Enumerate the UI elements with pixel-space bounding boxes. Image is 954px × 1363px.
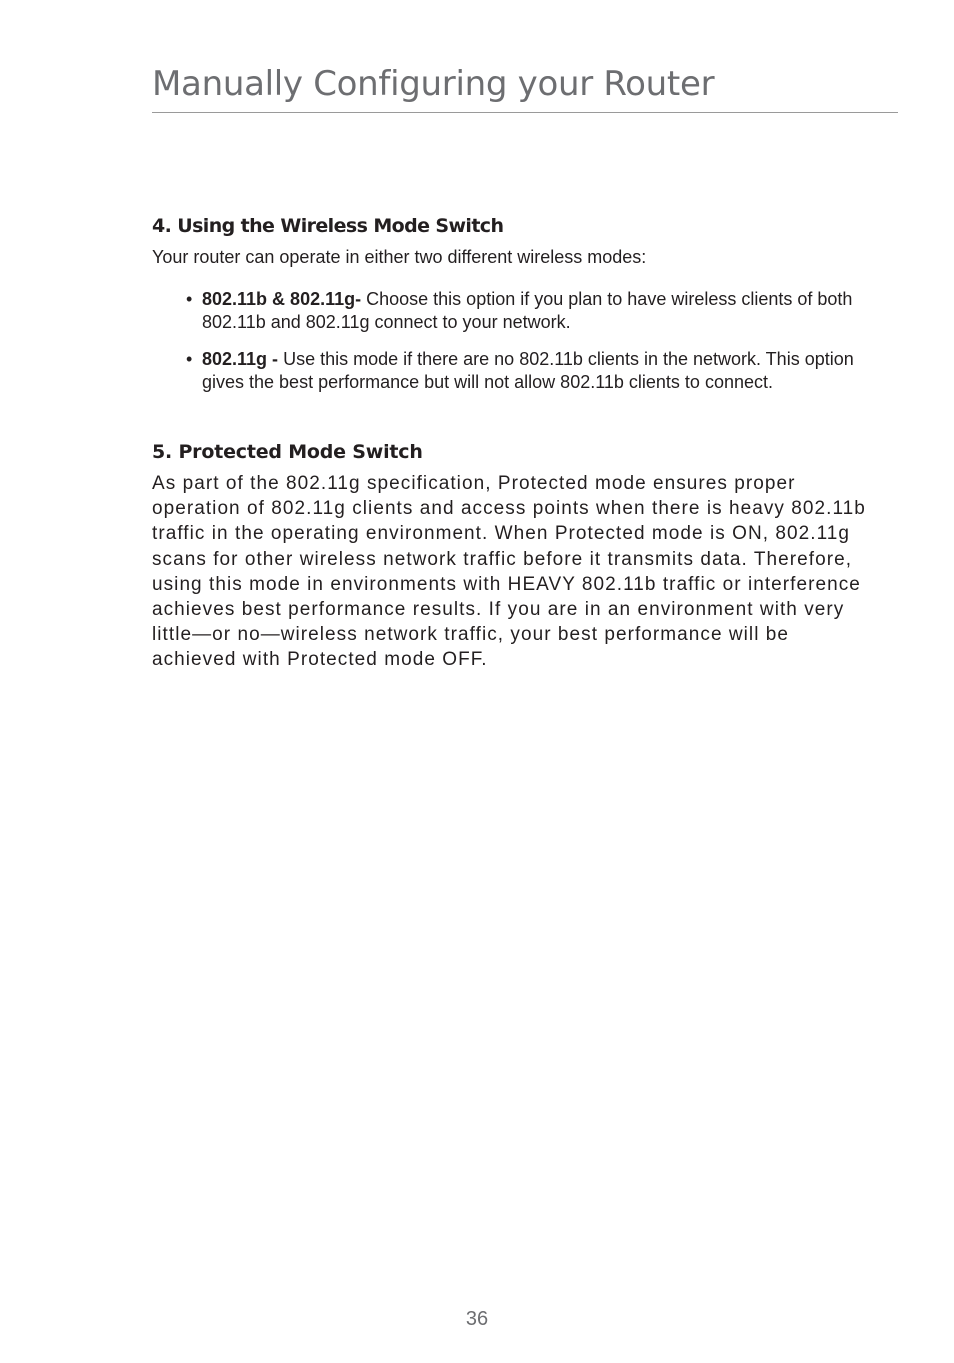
page-header <box>152 62 898 113</box>
protected-mode-body: As part of the 802.11g specification, Protected mode ensures proper operation of 802.11g clients and access points when there is heavy 802.11b traffic in the operating environment. When Protected mode is ON, 802.11g scans for other wireless network traffic before it transmits data. Therefore, using this mode in environments with HEAVY 802.11b traffic or interference achieves best performance results. If you are in an environment with very little—or no—wireless network traffic, your best performance will be achieved with Protected mode OFF. <box>152 473 866 671</box>
mode-description: Use this mode if there are no 802.11b clients in the network. This option gives the best performance but will not allow 802.11b clients to connect. <box>202 349 854 392</box>
list-item-g-only-mode <box>186 348 866 393</box>
mode-term: 802.11g - <box>202 349 279 369</box>
bullet-marker: • <box>186 349 193 369</box>
section-heading-protected-mode-switch: 5. Protected Mode Switch <box>152 441 423 463</box>
mode-description: Choose this option if you plan to have wireless clients of both 802.11b and 802.11g connect to your network. <box>202 289 853 332</box>
wireless-mode-list <box>186 288 866 393</box>
section-heading-wireless-mode-switch: 4. Using the Wireless Mode Switch <box>152 215 504 237</box>
page-title: Manually Configuring your Router <box>152 64 715 104</box>
list-item-mixed-mode <box>186 288 866 333</box>
mode-term: 802.11b & 802.11g- <box>202 289 362 309</box>
wireless-mode-intro: Your router can operate in either two different wireless modes: <box>152 247 647 267</box>
page-number: 36 <box>465 1308 489 1330</box>
bullet-marker: • <box>186 289 193 309</box>
